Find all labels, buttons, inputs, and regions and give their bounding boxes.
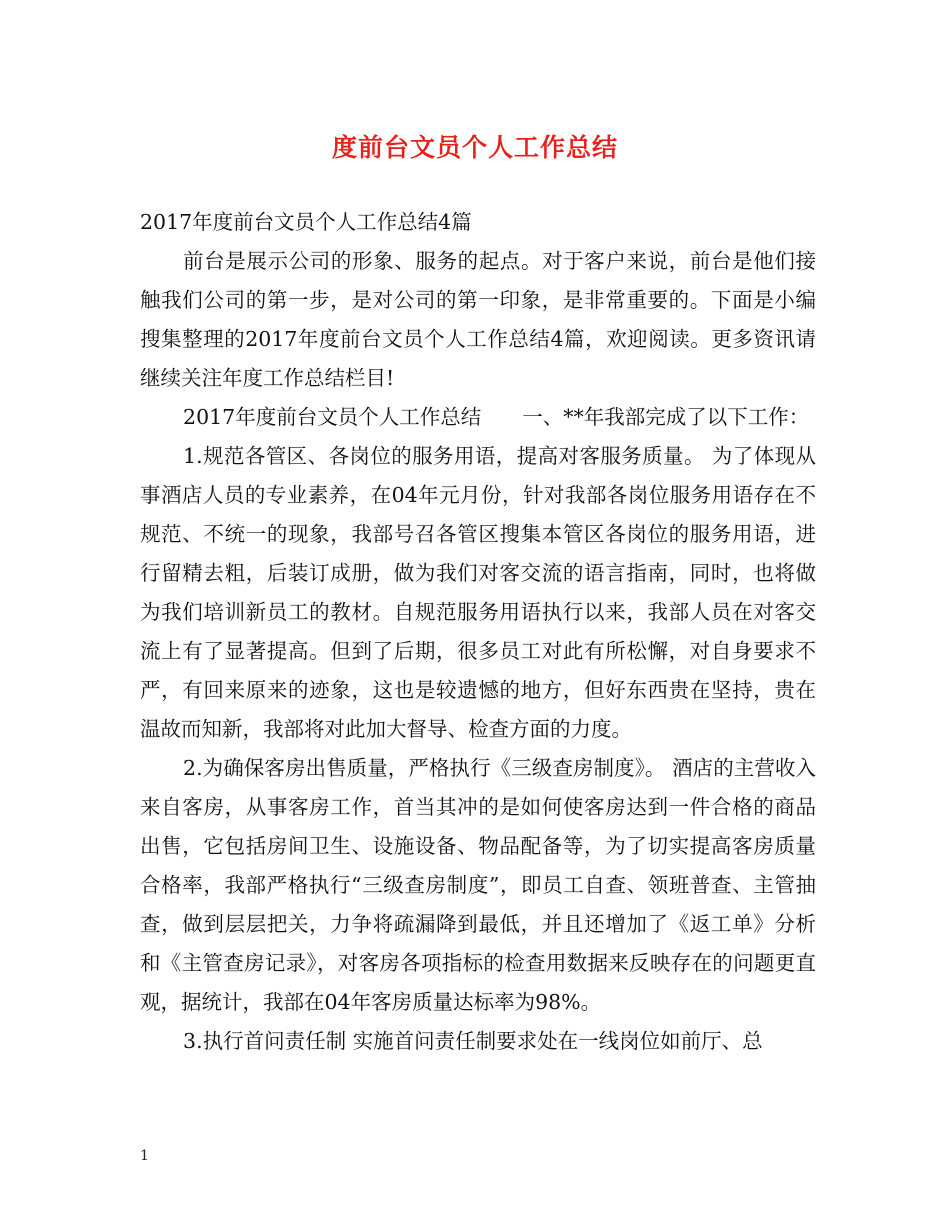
document-subtitle: 2017年度前台文员个人工作总结4篇: [140, 210, 472, 234]
document-body: [140, 203, 816, 1061]
paragraph-section-heading: 2017年度前台文员个人工作总结 一、**年我部完成了以下工作：: [183, 405, 810, 429]
paragraph-intro: 前台是展示公司的形象、服务的起点。对于客户来说，前台是他们接触我们公司的第一步，是对公司的第一印象，是非常重要的。下面是小编搜集整理的2017年度前台文员个人工作总结4篇，欢迎阅读。更多资讯请继续关注年度工作总结栏目!: [140, 249, 816, 390]
document-title: 度前台文员个人工作总结: [331, 133, 618, 162]
page-number: 1: [140, 1148, 149, 1164]
paragraph-item-3: 3.执行首问责任制 实施首问责任制要求处在一线岗位如前厅、总: [183, 1029, 763, 1053]
paragraph-item-1: 1.规范各管区、各岗位的服务用语，提高对客服务质量。 为了体现从事酒店人员的专业素养，在04年元月份，针对我部各岗位服务用语存在不规范、不统一的现象，我部号召各管区搜集本管区各岗位的服务用语，进行留精去粗，后装订成册，做为我们对客交流的语言指南，同时，也将做为我们培训新员工的教材。自规范服务用语执行以来，我部人员在对客交流上有了显著提高。但到了后期，很多员工对此有所松懈，对自身要求不严，有回来原来的迹象，这也是较遗憾的地方，但好东西贵在坚持，贵在温故而知新，我部将对此加大督导、检查方面的力度。: [140, 444, 816, 741]
paragraph-item-2: 2.为确保客房出售质量，严格执行《三级查房制度》。 酒店的主营收入来自客房，从事客房工作，首当其冲的是如何使客房达到一件合格的商品出售，它包括房间卫生、设施设备、物品配备等，为了切实提高客房质量合格率，我部严格执行“三级查房制度”，即员工自查、领班普查、主管抽查，做到层层把关，力争将疏漏降到最低，并且还增加了《返工单》分析和《主管查房记录》，对客房各项指标的检查用数据来反映存在的问题更直观，据统计，我部在04年客房质量达标率为98%。: [140, 756, 816, 1014]
